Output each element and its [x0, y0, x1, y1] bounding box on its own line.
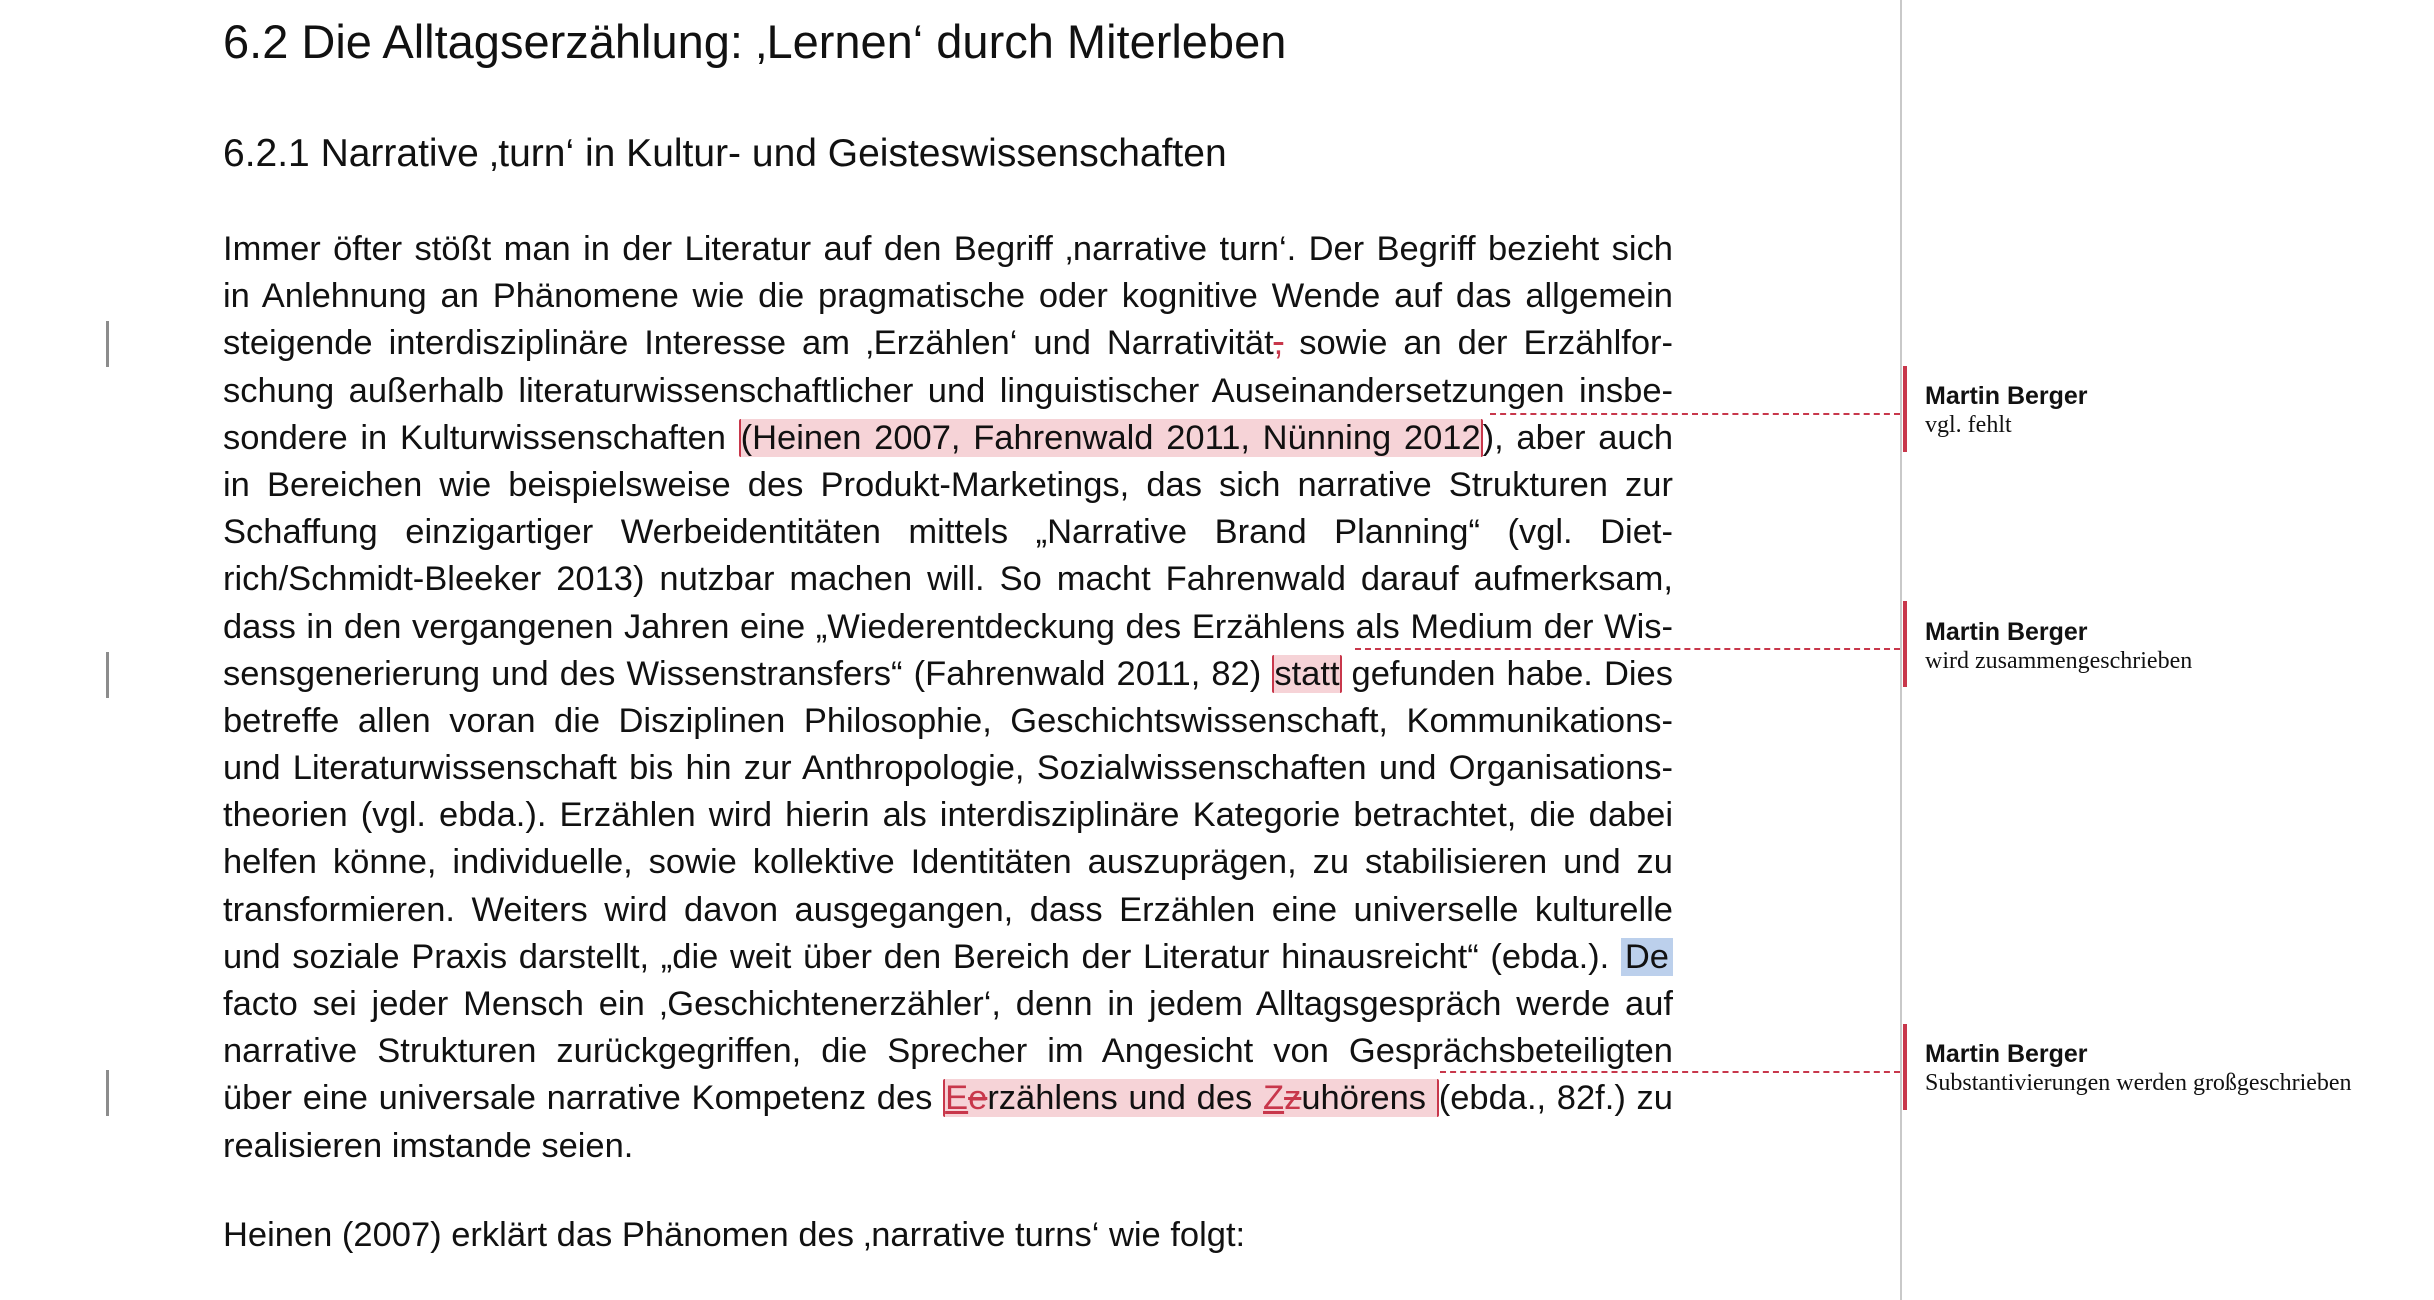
comment-bar-1: [1903, 366, 1907, 452]
change-bar-2: [106, 652, 109, 698]
paragraph-line: narrative Strukturen zurückgegriffen, die Sprecher im Angesicht von Gesprächsbeteiligten: [223, 1032, 1673, 1071]
deleted-comma[interactable]: ,: [1273, 324, 1284, 363]
comment-3[interactable]: [1925, 1039, 2352, 1097]
comment-author: Martin Berger: [1925, 382, 2088, 410]
paragraph-line: in Anlehnung an Phänomene wie die pragmatische oder kognitive Wende auf das allgemein: [223, 277, 1673, 316]
paragraph-line: realisieren imstande seien.: [223, 1126, 634, 1165]
comment-leader-3: [1440, 1071, 1900, 1073]
deleted-letter[interactable]: e: [968, 1079, 988, 1118]
comment-leader-1: [1490, 413, 1900, 415]
paragraph-line: betreffe allen voran die Disziplinen Philosophie, Geschichtswissenschaft, Kommunikations-: [223, 701, 1673, 740]
paragraph-2[interactable]: Heinen (2007) erklärt das Phänomen des ‚narrative turns‘ wie folgt:: [223, 1216, 1246, 1254]
paragraph-line: und soziale Praxis darstellt, „die weit über den Bereich der Literatur hinausreicht“ (ebda.). De: [223, 934, 1673, 981]
paragraph-line: Immer öfter stößt man in der Literatur auf den Begriff ‚narrative turn‘. Der Begriff bezieht sich: [223, 230, 1673, 268]
change-bar-3: [106, 1070, 109, 1116]
comment-text: vgl. fehlt: [1925, 412, 2012, 438]
comment-text: wird zusammengeschrieben: [1925, 648, 2193, 674]
comment-anchor-1[interactable]: (Heinen 2007, Fahrenwald 2011, Nünning 2012: [740, 418, 1481, 457]
heading-6-2: 6.2 Die Alltagserzählung: ‚Lernen‘ durch Miterleben: [223, 15, 1287, 68]
comment-margin-divider: [1900, 0, 1902, 1300]
paragraph-line: dass in den vergangenen Jahren eine „Wiederentdeckung des Erzählens als Medium der Wis-: [223, 607, 1673, 646]
change-bar-1: [106, 321, 109, 367]
paragraph-line: und Literaturwissenschaft bis hin zur Anthropologie, Sozialwissenschaften und Organisations-: [223, 749, 1673, 788]
comment-bar-2: [1903, 601, 1907, 687]
comment-1[interactable]: [1925, 381, 2088, 439]
paragraph-line: in Bereichen wie beispielsweise des Produkt-Marketings, das sich narrative Strukturen zur: [223, 465, 1673, 504]
deleted-letter[interactable]: z: [1284, 1079, 1302, 1118]
comment-text: Substantivierungen werden großgeschrieben: [1925, 1070, 2352, 1096]
paragraph-line: theorien (vgl. ebda.). Erzählen wird hierin als interdisziplinäre Kategorie betrachtet, die dabei: [223, 796, 1673, 835]
comment-anchor-3[interactable]: Eerzählens und des Zzuhörens: [945, 1079, 1437, 1118]
text-selection[interactable]: De: [1621, 938, 1673, 976]
comment-author: Martin Berger: [1925, 618, 2088, 646]
inserted-letter[interactable]: Z: [1263, 1079, 1285, 1118]
paragraph-line: helfen könne, individuelle, sowie kollektive Identitäten auszuprägen, zu stabilisieren und zu: [223, 843, 1673, 882]
comment-author: Martin Berger: [1925, 1040, 2088, 1068]
heading-6-2-1: 6.2.1 Narrative ‚turn‘ in Kultur- und Geisteswissenschaften: [223, 132, 1227, 175]
paragraph-line: sondere in Kulturwissenschaften (Heinen 2007, Fahrenwald 2011, Nünning 2012), aber auch: [223, 418, 1674, 457]
paragraph-line: facto sei jeder Mensch ein ‚Geschichtenerzähler‘, denn in jedem Alltagsgespräch werde auf: [223, 985, 1673, 1023]
comment-2[interactable]: [1925, 617, 2192, 675]
paragraph-1[interactable]: [223, 226, 1673, 1170]
comment-bar-3: [1903, 1024, 1907, 1110]
paragraph-line: Schaffung einzigartiger Werbeidentitäten mittels „Narrative Brand Planning“ (vgl. Diet-: [223, 513, 1673, 552]
paragraph-line: schung außerhalb literaturwissenschaftlicher und linguistischer Auseinandersetzungen insbe-: [223, 371, 1673, 410]
paragraph-line: über eine universale narrative Kompetenz des Eerzählens und des Zzuhörens (ebda., 82f.) zu: [223, 1079, 1673, 1118]
inserted-letter[interactable]: E: [945, 1079, 969, 1118]
comment-leader-2: [1355, 648, 1900, 650]
paragraph-line: rich/Schmidt-Bleeker 2013) nutzbar machen will. So macht Fahrenwald darauf aufmerksam,: [223, 560, 1673, 599]
paragraph-line: steigende interdisziplinäre Interesse am ‚Erzählen‘ und Narrativität, sowie an der Erzählfor-: [223, 324, 1673, 363]
paragraph-line: sensgenerierung und des Wissenstransfers“ (Fahrenwald 2011, 82) statt gefunden habe. Dies: [223, 654, 1673, 693]
paragraph-line: transformieren. Weiters wird davon ausgegangen, dass Erzählen eine universelle kulturelle: [223, 890, 1673, 929]
comment-anchor-2[interactable]: statt: [1274, 654, 1340, 693]
